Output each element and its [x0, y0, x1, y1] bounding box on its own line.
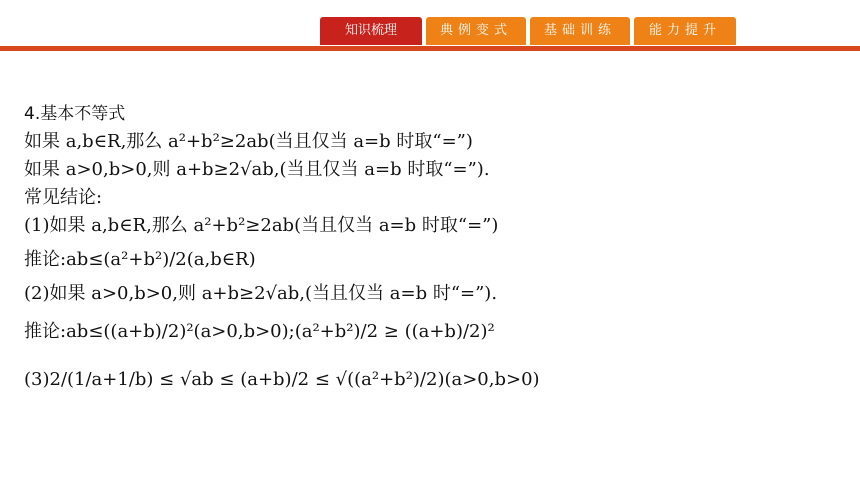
corollary-1: 推论:ab≤(a²+b²)/2(a,b∈R)	[24, 249, 256, 270]
slide-content	[24, 100, 540, 404]
tab-typical-examples[interactable]: 典例变式	[426, 17, 526, 45]
tab-ability-improvement[interactable]: 能力提升	[634, 17, 736, 45]
common-conclusions-label: 常见结论:	[24, 187, 103, 208]
inequality-line-2: 如果 a>0,b>0,则 a+b≥2√ab,(当且仅当 a=b 时取“=”).	[24, 159, 490, 180]
conclusion-1: (1)如果 a,b∈R,那么 a²+b²≥2ab(当且仅当 a=b 时取“=”)	[24, 215, 499, 236]
tab-basic-training[interactable]: 基础训练	[530, 17, 630, 45]
inequality-line-1: 如果 a,b∈R,那么 a²+b²≥2ab(当且仅当 a=b 时取“=”)	[24, 131, 473, 152]
section-heading: 4.基本不等式	[24, 104, 126, 124]
conclusion-3-chain: (3)2/(1/a+1/b) ≤ √ab ≤ (a+b)/2 ≤ √((a²+b²)/2)(a>0,b>0)	[24, 369, 540, 390]
corollary-2: 推论:ab≤((a+b)/2)²(a>0,b>0);(a²+b²)/2 ≥ ((a+b)/2)²	[24, 321, 495, 342]
header-underline	[0, 46, 860, 51]
tab-knowledge-review[interactable]: 知识梳理	[320, 17, 422, 45]
conclusion-2: (2)如果 a>0,b>0,则 a+b≥2√ab,(当且仅当 a=b 时“=”).	[24, 283, 498, 304]
header-bar	[0, 0, 860, 54]
nav-tabs	[320, 17, 736, 45]
